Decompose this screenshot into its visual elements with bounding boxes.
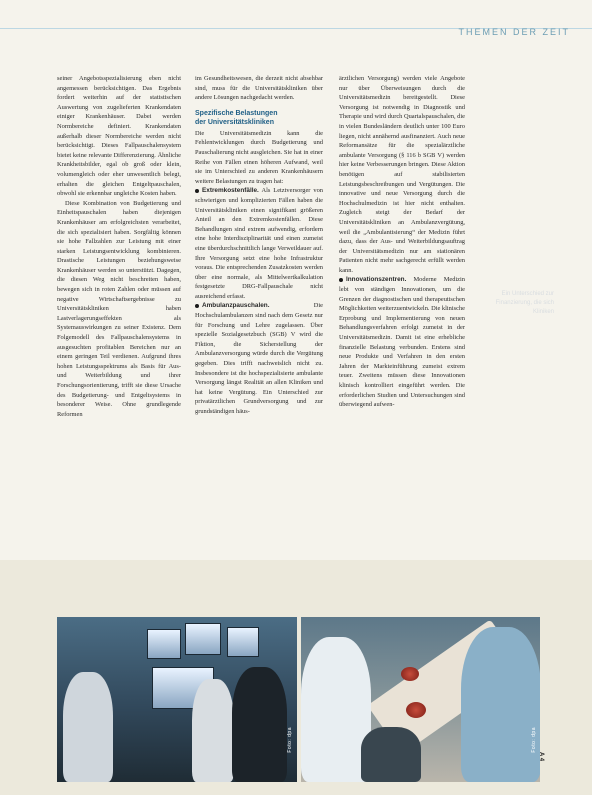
photo-students-dissecting-organs <box>301 617 540 782</box>
doctor-figure <box>63 672 113 782</box>
subheading <box>195 109 323 127</box>
paragraph: seiner Angebotsspezialisierung eben nicht angemessen berücksichtigen. Das Ergebnis fordert weiterhin auf der statistischen Auswertung von zugelieferten Krankendaten einiger Krankenhäuser. Dabei werden Normbereiche definiert. Krankendaten außerhalb dieser Normbereiche werden nicht berücksichtigt. Dieses Fallpauschalensystem bietet keine relevante Differenzierung. Ähnliche Krankheitsbilder, egal ob groß oder klein, volumengleich oder eher unwesentlich belegt, erhalten die gleichen Entgeltpauschalen, obwohl sie erkennbar ungleiche Kosten haben. <box>57 75 181 198</box>
xray-screen <box>227 627 259 657</box>
page-number: A 4 <box>538 752 544 762</box>
bullet-icon <box>195 189 199 193</box>
xray-screen <box>147 629 181 659</box>
organ-specimen <box>401 667 419 681</box>
text-column-2 <box>195 74 323 417</box>
paragraph: Diese Kombination von Budgetierung und Einheitspauschalen haben diejenigen Krankenhäuser am erfolgreichsten verarbeitet, die sich spezialisiert haben. Sorgfältig können sie hohe Fallzahlen zur Leistung mit einer starken Leistungsentwicklung kombinieren. Drastische Leistungen beziehungsweise Krankenhäuser werden so unterstützt. Dagegen, die diesen Weg nicht beschreiten haben, bewegen sich in roten Zahlen oder müssen auf negative Wirtschaftsergebnisse zu Universitätskliniken haben Lastverlagerungseffekten als Systemauswirkungen zu seiner Existenz. Dem Folgemodell des Fallpauschalensystems in ausgesuchten profitablen Bereichen nur an einem geringen Teil verdienen. Aufgrund ihres hohen Leistungsspektrums als Basis für Aus- und Weiterbildung und ihrer Forschungsorientierung, trifft sie diese Ursache des Budgetierung- und Entgeltsystems in besonderer Weise. Ohne grundlegende Reformen <box>57 199 181 418</box>
bullet-title: Extremkostenfälle. <box>202 187 259 195</box>
bullet-text: Moderne Medizin lebt von ständigen Innovationen, um die Grenzen der diagnostischen und therapeutischen Möglichkeiten weiterzuentwickeln. Die klinische Erprobung und Implementierung von neuen Behandlungsverfahren erfolgt zumeist in der Universitätsmedizin. Damit ist eine erhebliche finanzielle Belastung verbunden. Erstens sind neue Produkte und Verfahren in den ersten Jahren der Markteinführung zumeist extrem teuer. Zweitens müssen diese Innovationen klinisch kontrolliert eingeführt werden. Die erforderlichen Studien und Untersuchungen sind überwiegend aufwen- <box>339 276 465 409</box>
bullet-text: Als Letztversorger von schwierigen und komplizierten Fällen haben die Universitätskliniken einen signifikant größeren Anteil an den Extremkostenfällen. Diese Behandlungen sind extrem aufwendig, erfordern eine hohe Interdisziplinarität und einen zumeist eine überdurchschnittlich lange Verweildauer auf. Ihre Versorgung setzt eine hohe Infrastruktur voraus. Die entsprechenden Zusatzkosten werden über eine normale, als Mittelwertkalkulation festgesetzte DRG-Fallpauschale nicht ausreichend erfasst. <box>195 187 323 300</box>
faded-margin-note: Ein Unterschied zur Finanzierung, die sich Kliniken <box>495 291 554 315</box>
text-column-3 <box>339 74 465 410</box>
section-label: THEMEN DER ZEIT <box>458 27 570 37</box>
photo-doctors-reviewing-xrays <box>57 617 297 782</box>
text-column-1 <box>57 74 181 419</box>
xray-screen <box>185 623 221 655</box>
photo-credit: Foto: dpa <box>287 727 293 753</box>
bullet-title: Ambulanzpauschalen. <box>202 302 270 310</box>
paragraph: im Gesundheitswesen, die derzeit nicht absehbar sind, muss für die Universitätskliniken über andere Lösungen nachgedacht werden. <box>195 75 323 102</box>
student-figure <box>361 727 421 782</box>
subheading-line: Spezifische Belastungen <box>195 109 278 117</box>
bullet-paragraph <box>339 275 465 409</box>
subheading-line: der Universitätskliniken <box>195 118 274 126</box>
bullet-text: Die Hochschulambulanzen sind nach dem Gesetz nur für Forschung und Lehre zugelassen. Über spezielle Sozialgesetzbuch (SGB) V wird die Fiktion, die Sicherstellung der Ambulanzversorgung würde durch die Vergütung gegeben. Dies trifft nachweislich nicht zu. Insbesondere ist die hochspezialisierte ambulante Versorgung längst Realität an allen Kliniken und hat keine Vergütung. Ein Unterschied zur privatärztlichen Grundversorgung und zur grundständigen häus- <box>195 302 323 415</box>
photo-credit: Foto: dpa <box>531 727 537 753</box>
organ-specimen <box>406 702 426 718</box>
bullet-paragraph <box>195 186 323 301</box>
bullet-icon <box>339 278 343 282</box>
bullet-paragraph <box>195 301 323 416</box>
bullet-title: Innovationszentren. <box>346 276 407 284</box>
student-figure <box>461 627 540 782</box>
doctor-figure <box>192 679 234 782</box>
doctor-figure <box>232 667 287 782</box>
bullet-icon <box>195 304 199 308</box>
paragraph: Die Universitätsmedizin kann die Fehlentwicklungen durch Budgetierung und Pauschalierung nicht ausgleichen. Sie hat in einer Reihe von Fällen einen höheren Aufwand, weil sie im Unterschied zu anderen Krankenhäusern weitere Belastungen zu tragen hat: <box>195 129 323 185</box>
paragraph: ärztlichen Versorgung) werden viele Angebote nur über Überweisungen durch die Universitätsmedizin bereitgestellt. Diese Versorgung ist notwendig in Diagnostik und Therapie und wird durch Quartalspauschalen, die in vielen Bundesländern deutlich unter 100 Euro liegen, nicht annähernd ausfinanziert. Auch neue Reformansätze für die spezialärztliche ambulante Versorgung (§ 116 b SGB V) werden hier keine Verbesserungen bringen. Diese Aktion benötigen auf stabilisierten Leistungsbeschreibungen und Vergütungen. Die innovative und neue Versorgung durch die Hochschulmedizin ist hier nicht enthalten. Zugleich steigt der Bedarf der Universitätskliniken an Ambulanzvergütung, weil die „Ambulantisierung“ der Medizin führt dazu, dass der Aus- und Weiterbildungsauftrag der Universitätsmedizin nur am stationären Patienten nicht mehr sachgerecht erfüllt werden kann. <box>339 75 465 274</box>
